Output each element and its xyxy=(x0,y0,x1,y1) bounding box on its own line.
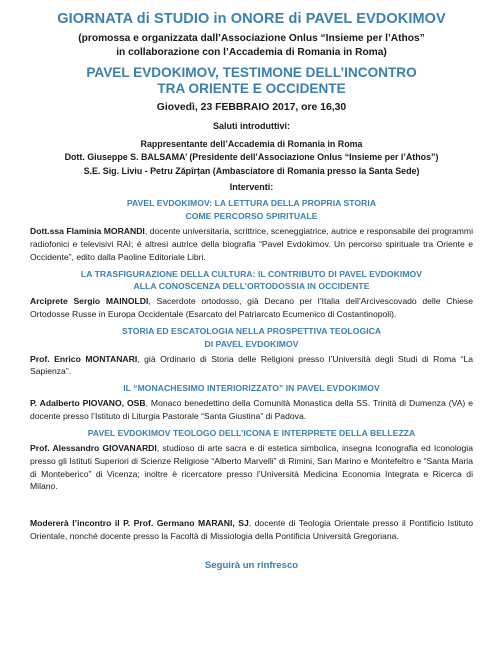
promoted-by: (promossa e organizzata dall’Associazione Onlus “Insieme per l’Athos” xyxy=(78,33,425,44)
talk-theme xyxy=(30,197,473,223)
subtitle-line-2: TRA ORIENTE E OCCIDENTE xyxy=(157,80,346,96)
talk-theme-line: COME PERCORSO SPIRITUALE xyxy=(185,211,318,222)
talk-theme-line: PAVEL EVDOKIMOV: LA LETTURA DELLA PROPRIA STORIA xyxy=(126,198,377,209)
talk-theme-line: LA TRASFIGURAZIONE DELLA CULTURA: IL CONTRIBUTO DI PAVEL EVDOKIMOV xyxy=(80,268,423,279)
speaker-name: Prof. Enrico MONTANARI xyxy=(30,353,138,364)
talk-theme xyxy=(30,325,473,351)
talk-speaker-paragraph xyxy=(30,353,473,379)
event-title: GIORNATA di STUDIO in ONORE di PAVEL EVDOKIMOV xyxy=(57,11,446,27)
talk-theme-line: PAVEL EVDOKIMOV TEOLOGO DELL’ICONA E INTERPRETE DELLA BELLEZZA xyxy=(87,427,416,438)
subtitle-line-1: PAVEL EVDOKIMOV, TESTIMONE DELL’INCONTRO xyxy=(86,65,417,80)
speaker-description: , Monaco benedettino della Comunità Monastica della SS. Trinità di Dumenza (VA) e docente presso l’Istituto di Liturgia Pastorale “Santa Giustina” di Padova. xyxy=(30,398,474,422)
speaker-name: Dott.ssa Flaminia MORANDI xyxy=(30,225,145,236)
speaker-description: , Sacerdote ortodosso, già Decano per l’Italia dell’Arcivescovado delle Chiese Ortodosse Russe in Europa Occidentale (Esarcato del Patriarcato Ecumenico di Costantinopoli). xyxy=(30,296,473,320)
closing-note: Seguirà un rinfresco xyxy=(204,560,299,572)
greetings-label: Saluti introduttivi: xyxy=(213,121,290,131)
talk-speaker-paragraph xyxy=(30,442,473,494)
collaboration: in collaborazione con l’Accademia di Romania in Roma) xyxy=(116,47,387,58)
speaker-name: Arciprete Sergio MAINOLDI xyxy=(30,296,149,307)
talk-theme-line: STORIA ED ESCATOLOGIA NELLA PROSPETTIVA TEOLOGICA xyxy=(121,325,382,336)
greetings-list xyxy=(30,138,473,178)
talks-label: Interventi: xyxy=(229,182,274,193)
speaker-description: , docente universitaria, scrittrice, sceneggiatrice, autrice e responsabile dei programmi radiofonici e televisivi RAI; è altresì autrice della biografia “Pavel Evdokimov. Un percorso spirituale tra Oriente e Occidente”, edito dalla Paoline Editoriale Libri. xyxy=(30,225,473,262)
moderator-description: , docente di Teologia Orientale presso il Pontificio Istituto Orientale, nonché docente presso la Facoltà di Missiologia della Pontificia Università Gregoriana. xyxy=(30,518,473,542)
event-date: Giovedì, 23 FEBBRAIO 2017, ore 16,30 xyxy=(156,102,347,113)
talk-speaker-paragraph xyxy=(30,295,473,321)
talk-theme-line: IL “MONACHESIMO INTERIORIZZATO” IN PAVEL EVDOKIMOV xyxy=(123,383,380,394)
talk-theme xyxy=(30,268,473,294)
greeting-item: S.E. Sig. Liviu - Petru Zăpîrțan (Ambasciatore di Romania presso la Santa Sede) xyxy=(83,165,420,176)
speaker-description: , già Ordinario di Storia delle Religioni presso l’Università degli Studi di Roma “La Sapienza”. xyxy=(30,353,474,377)
talk-theme xyxy=(30,382,473,395)
talk-theme xyxy=(30,427,473,440)
speaker-name: P. Adalberto PIOVANO, OSB xyxy=(30,398,146,409)
talk-speaker-paragraph xyxy=(30,225,473,264)
moderator-name: Modererà l’incontro il P. Prof. Germano MARANI, SJ xyxy=(30,518,249,529)
speaker-description: , studioso di arte sacra e di estetica simbolica, insegna Iconografia ed Iconologia presso gli Istituti Superiori di Scienze Religiose “Alberto Marvelli” di Rimini, San Marino e Montefeltro e “Santa Maria di Monteberico” di Vicenza; inoltre è ricercatore presso l’Università Medicina Economia Integrata e Ricerca di Milano. xyxy=(30,442,473,492)
talk-speaker-paragraph xyxy=(30,397,473,423)
talk-theme-line: DI PAVEL EVDOKIMOV xyxy=(204,338,299,349)
moderator-paragraph xyxy=(30,517,473,543)
talk-theme-line: ALLA CONOSCENZA DELL’ORTODOSSIA IN OCCIDENTE xyxy=(133,281,370,292)
greeting-item: Dott. Giuseppe S. BALSAMA’ (Presidente dell’Associazione Onlus “Insieme per l’Athos”) xyxy=(64,152,439,163)
greeting-item: Rappresentante dell’Accademia di Romania in Roma xyxy=(140,139,363,149)
speaker-name: Prof. Alessandro GIOVANARDI xyxy=(30,442,157,453)
